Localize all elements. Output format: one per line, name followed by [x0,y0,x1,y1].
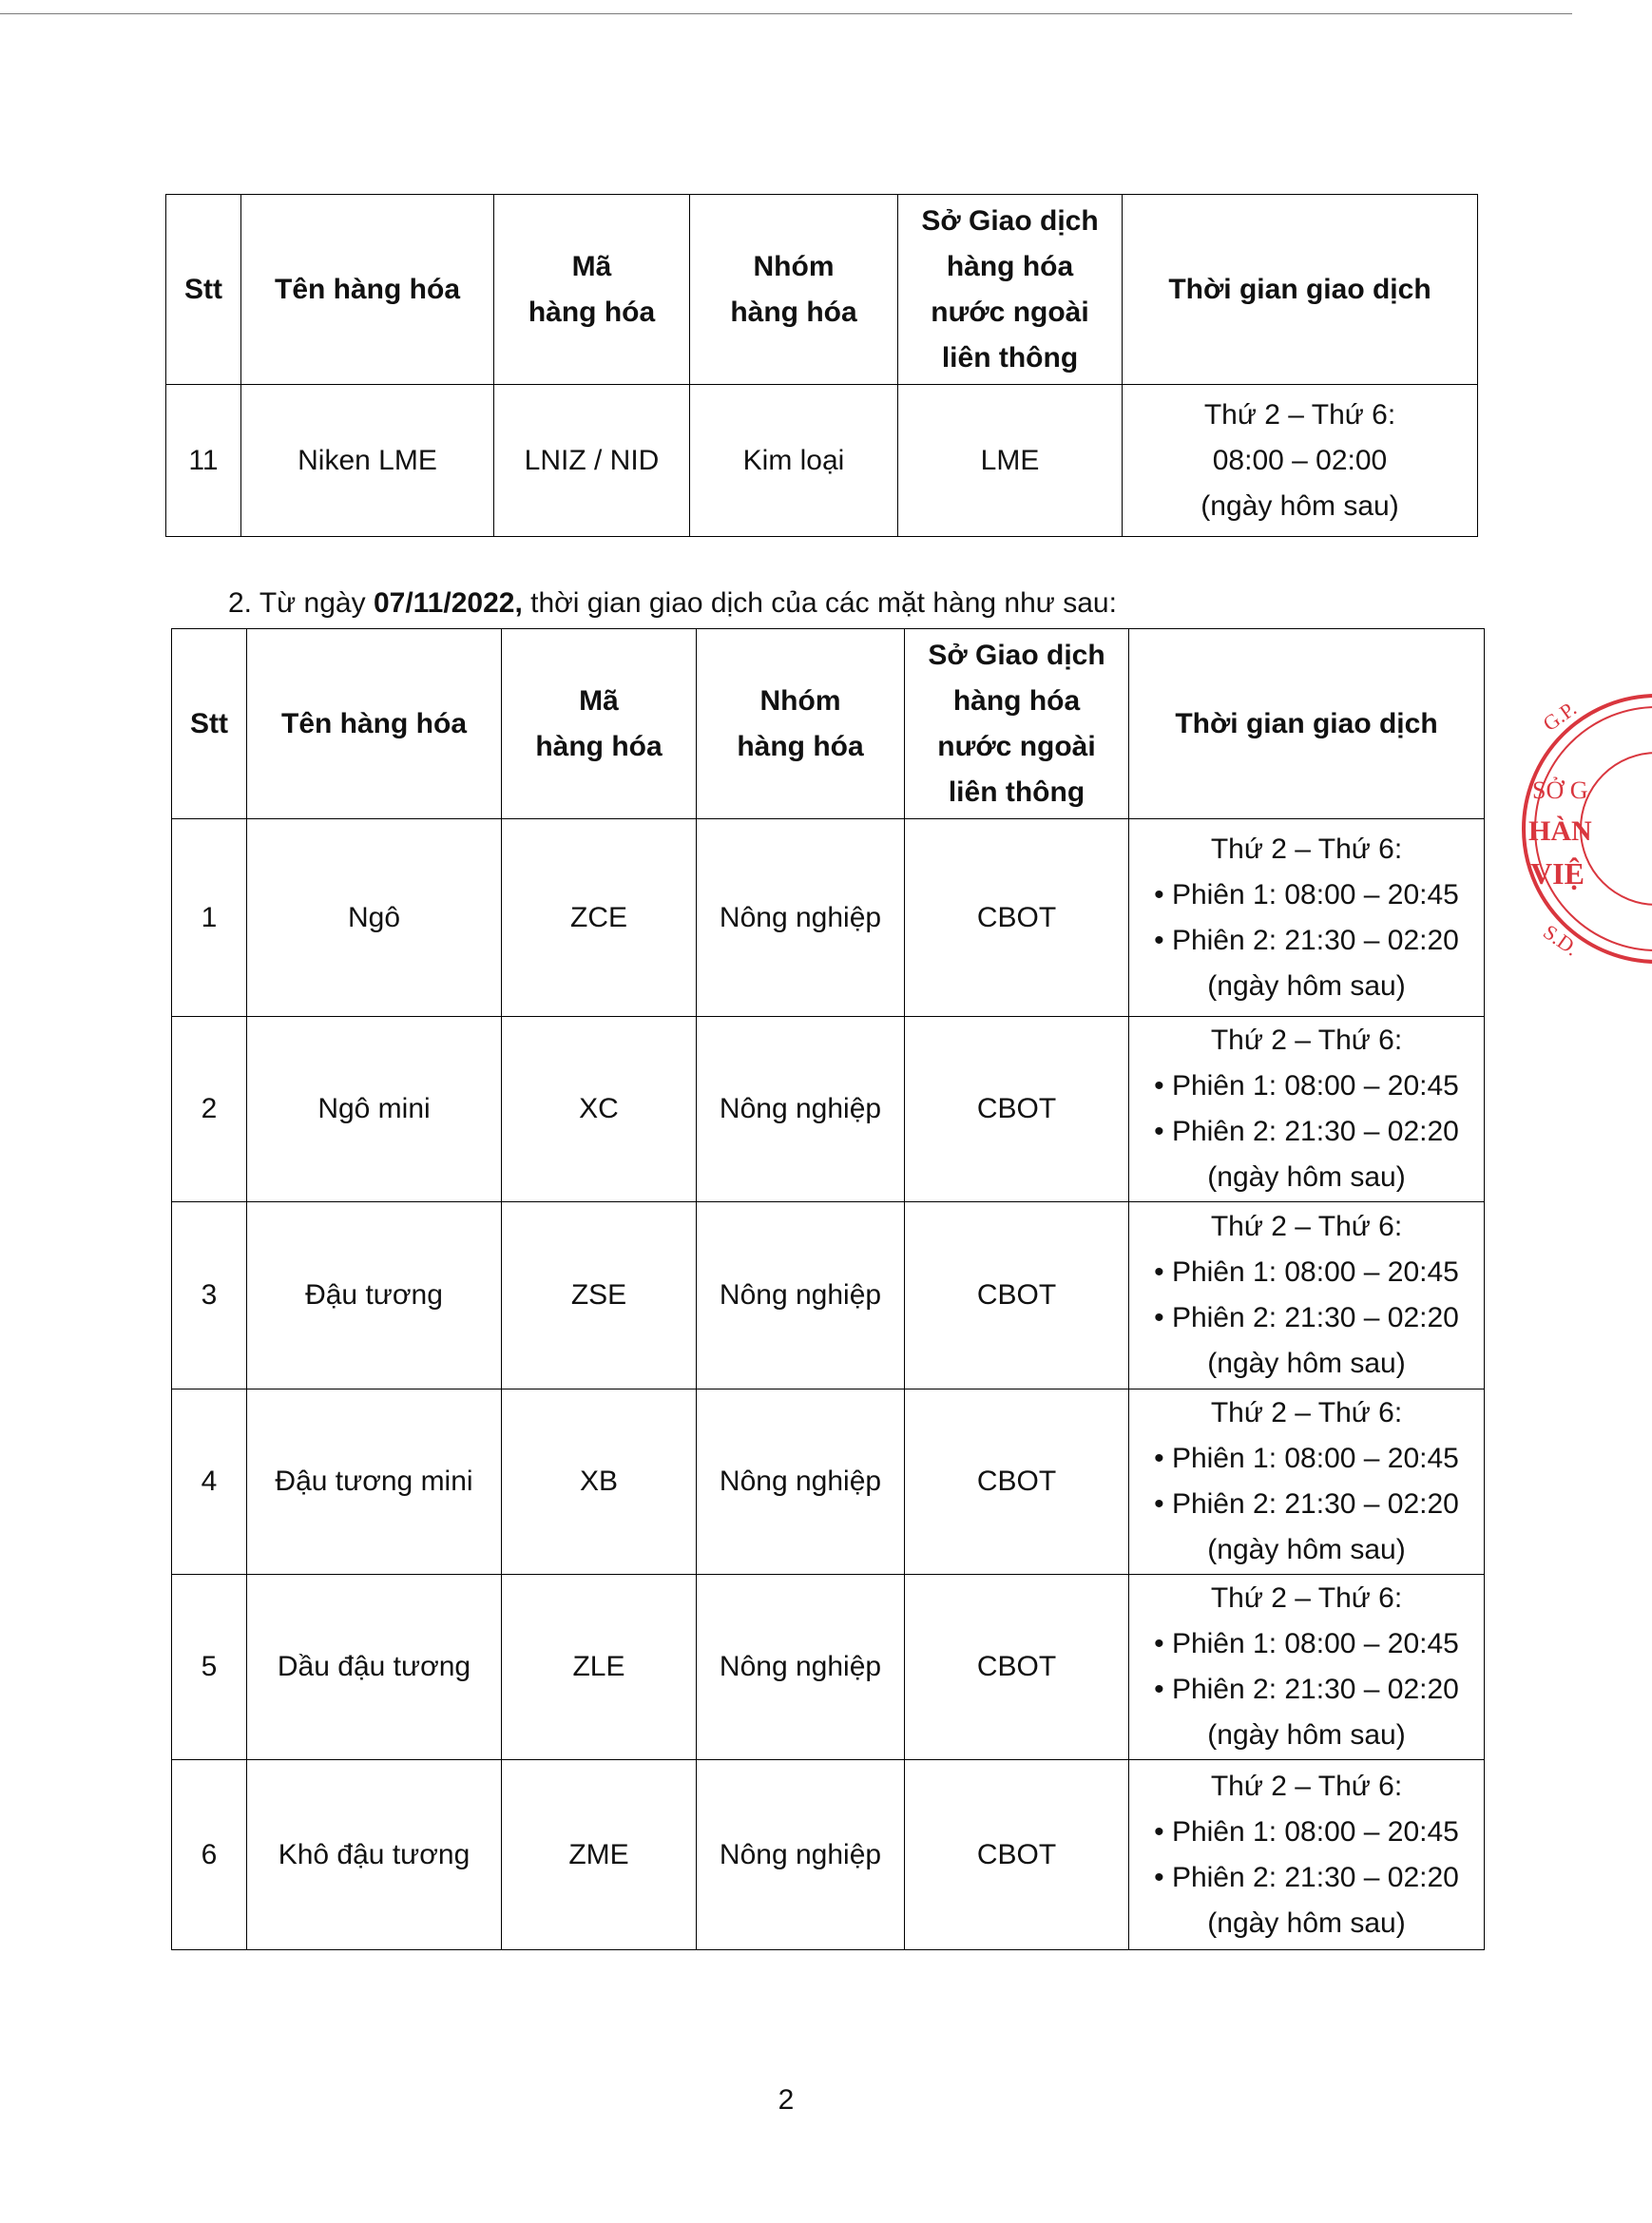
trading-hours-table [171,628,1485,1950]
column-header-line: nước ngoài [931,296,1089,328]
column-header-line: hàng hóa [952,684,1081,717]
trading-time-line: • Phiên 2: 21:30 – 02:20 [1154,1674,1459,1705]
intro-prefix: 2. Từ ngày [228,587,374,619]
cell-stt: 6 [172,1760,247,1950]
cell-stt: 4 [172,1389,247,1575]
table-row [166,385,1478,537]
column-header [166,195,241,385]
trading-time-line: • Phiên 2: 21:30 – 02:20 [1154,1861,1459,1893]
trading-time-line: Thứ 2 – Thứ 6: [1210,1397,1403,1428]
cell-exchange: CBOT [905,1760,1129,1950]
trading-time-line: • Phiên 2: 21:30 – 02:20 [1154,1116,1459,1147]
cell-exchange: CBOT [905,819,1129,1017]
trading-time-line: (ngày hôm sau) [1207,969,1406,1002]
column-header-line: Nhóm [759,684,841,717]
seal-text-fragment: G.P. [1538,696,1581,737]
column-header-line: Thời gian giao dịch [1175,707,1438,739]
table-row [172,1389,1485,1575]
trading-time-line: (ngày hôm sau) [1201,489,1399,522]
trading-time-line: (ngày hôm sau) [1207,1348,1406,1379]
column-header [247,629,502,819]
column-header-line: Thời gian giao dịch [1168,273,1431,305]
trading-time-line: Thứ 2 – Thứ 6: [1210,833,1403,865]
cell-exchange: CBOT [905,1389,1129,1575]
cell-code: ZME [502,1760,697,1950]
intro-date: 07/11/2022, [373,587,523,619]
trading-time-line: 08:00 – 02:00 [1212,444,1388,476]
cell-trading-time [1129,1202,1485,1389]
cell-stt: 2 [172,1017,247,1202]
cell-group: Nông nghiệp [697,1389,905,1575]
trading-time-line: • Phiên 1: 08:00 – 20:45 [1154,1443,1459,1474]
trading-hours-table-continued [165,194,1478,537]
cell-trading-time [1123,385,1478,537]
table-row [172,1017,1485,1202]
cell-code: ZCE [502,819,697,1017]
table-header-row [172,629,1485,819]
trading-time-line: • Phiên 1: 08:00 – 20:45 [1154,1070,1459,1102]
cell-code: XB [502,1389,697,1575]
table-row [172,1202,1485,1389]
trading-time-line: • Phiên 1: 08:00 – 20:45 [1154,1815,1459,1848]
column-header-line: hàng hóa [528,296,656,328]
trading-time-line: Thứ 2 – Thứ 6: [1203,398,1396,431]
cell-exchange: CBOT [905,1575,1129,1760]
cell-code: LNIZ / NID [494,385,690,537]
cell-trading-time [1129,1017,1485,1202]
table-header-row [166,195,1478,385]
column-header-line: Tên hàng hóa [275,273,460,305]
column-header [502,629,697,819]
cell-group: Kim loại [690,385,898,537]
table-row [172,819,1485,1017]
trading-time-line: • Phiên 1: 08:00 – 20:45 [1154,1628,1459,1659]
column-header-line: hàng hóa [737,730,864,762]
table-row [172,1760,1485,1950]
seal-text-fragment: SỞ G [1532,776,1588,804]
column-header-line: Sở Giao dịch [928,639,1105,671]
trading-time-line: (ngày hôm sau) [1207,1161,1406,1193]
trading-time-line: Thứ 2 – Thứ 6: [1210,1211,1403,1242]
cell-exchange: CBOT [905,1017,1129,1202]
seal-text-fragment: HÀN [1528,815,1592,847]
trading-time-line: (ngày hôm sau) [1207,1907,1406,1939]
cell-group: Nông nghiệp [697,1202,905,1389]
cell-stt: 11 [166,385,241,537]
cell-trading-time [1129,1575,1485,1760]
column-header [241,195,494,385]
column-header-line: hàng hóa [946,250,1074,282]
column-header-line: hàng hóa [535,730,663,762]
cell-group: Nông nghiệp [697,1017,905,1202]
trading-time-line: Thứ 2 – Thứ 6: [1210,1770,1403,1802]
column-header-line: Tên hàng hóa [281,707,467,739]
cell-trading-time [1129,1760,1485,1950]
table-row [172,1575,1485,1760]
cell-group: Nông nghiệp [697,1760,905,1950]
cell-stt: 3 [172,1202,247,1389]
cell-stt: 1 [172,819,247,1017]
cell-group: Nông nghiệp [697,1575,905,1760]
cell-name: Đậu tương mini [247,1389,502,1575]
trading-time-line: (ngày hôm sau) [1207,1534,1406,1565]
column-header [905,629,1129,819]
page-number: 2 [778,2084,795,2116]
column-header-line: Stt [184,273,222,305]
cell-code: ZSE [502,1202,697,1389]
column-header-line: Stt [190,707,228,739]
column-header [1123,195,1478,385]
column-header-line: nước ngoài [937,730,1096,762]
intro-suffix: thời gian giao dịch của các mặt hàng như sau: [522,587,1117,619]
column-header-line: Mã [579,684,619,717]
cell-code: XC [502,1017,697,1202]
trading-time-line: Thứ 2 – Thứ 6: [1210,1582,1403,1614]
trading-time-line: Thứ 2 – Thứ 6: [1210,1025,1403,1056]
trading-time-line: • Phiên 2: 21:30 – 02:20 [1154,1488,1459,1520]
column-header-line: hàng hóa [730,296,857,328]
official-seal-icon [1509,686,1652,971]
cell-code: ZLE [502,1575,697,1760]
cell-trading-time [1129,819,1485,1017]
cell-name: Ngô [247,819,502,1017]
seal-text-fragment: VIỆ [1530,856,1585,891]
cell-name: Dầu đậu tương [247,1575,502,1760]
column-header [494,195,690,385]
section-intro [228,584,1117,623]
cell-trading-time [1129,1389,1485,1575]
column-header [172,629,247,819]
column-header [697,629,905,819]
column-header [690,195,898,385]
cell-stt: 5 [172,1575,247,1760]
column-header [898,195,1123,385]
seal-text-fragment: S.D. [1539,919,1584,961]
trading-time-line: • Phiên 1: 08:00 – 20:45 [1154,1256,1459,1288]
cell-exchange: LME [898,385,1123,537]
cell-name: Khô đậu tương [247,1760,502,1950]
cell-group: Nông nghiệp [697,819,905,1017]
cell-name: Ngô mini [247,1017,502,1202]
trading-time-line: • Phiên 2: 21:30 – 02:20 [1154,924,1459,956]
column-header-line: Sở Giao dịch [921,204,1099,237]
column-header-line: Mã [571,250,612,282]
cell-name: Niken LME [241,385,494,537]
page-top-rule [0,13,1572,14]
cell-name: Đậu tương [247,1202,502,1389]
trading-time-line: • Phiên 1: 08:00 – 20:45 [1154,878,1459,910]
column-header [1129,629,1485,819]
column-header-line: liên thông [941,341,1079,374]
column-header-line: liên thông [948,776,1085,808]
trading-time-line: • Phiên 2: 21:30 – 02:20 [1154,1302,1459,1333]
trading-time-line: (ngày hôm sau) [1207,1719,1406,1751]
column-header-line: Nhóm [753,250,835,282]
cell-exchange: CBOT [905,1202,1129,1389]
